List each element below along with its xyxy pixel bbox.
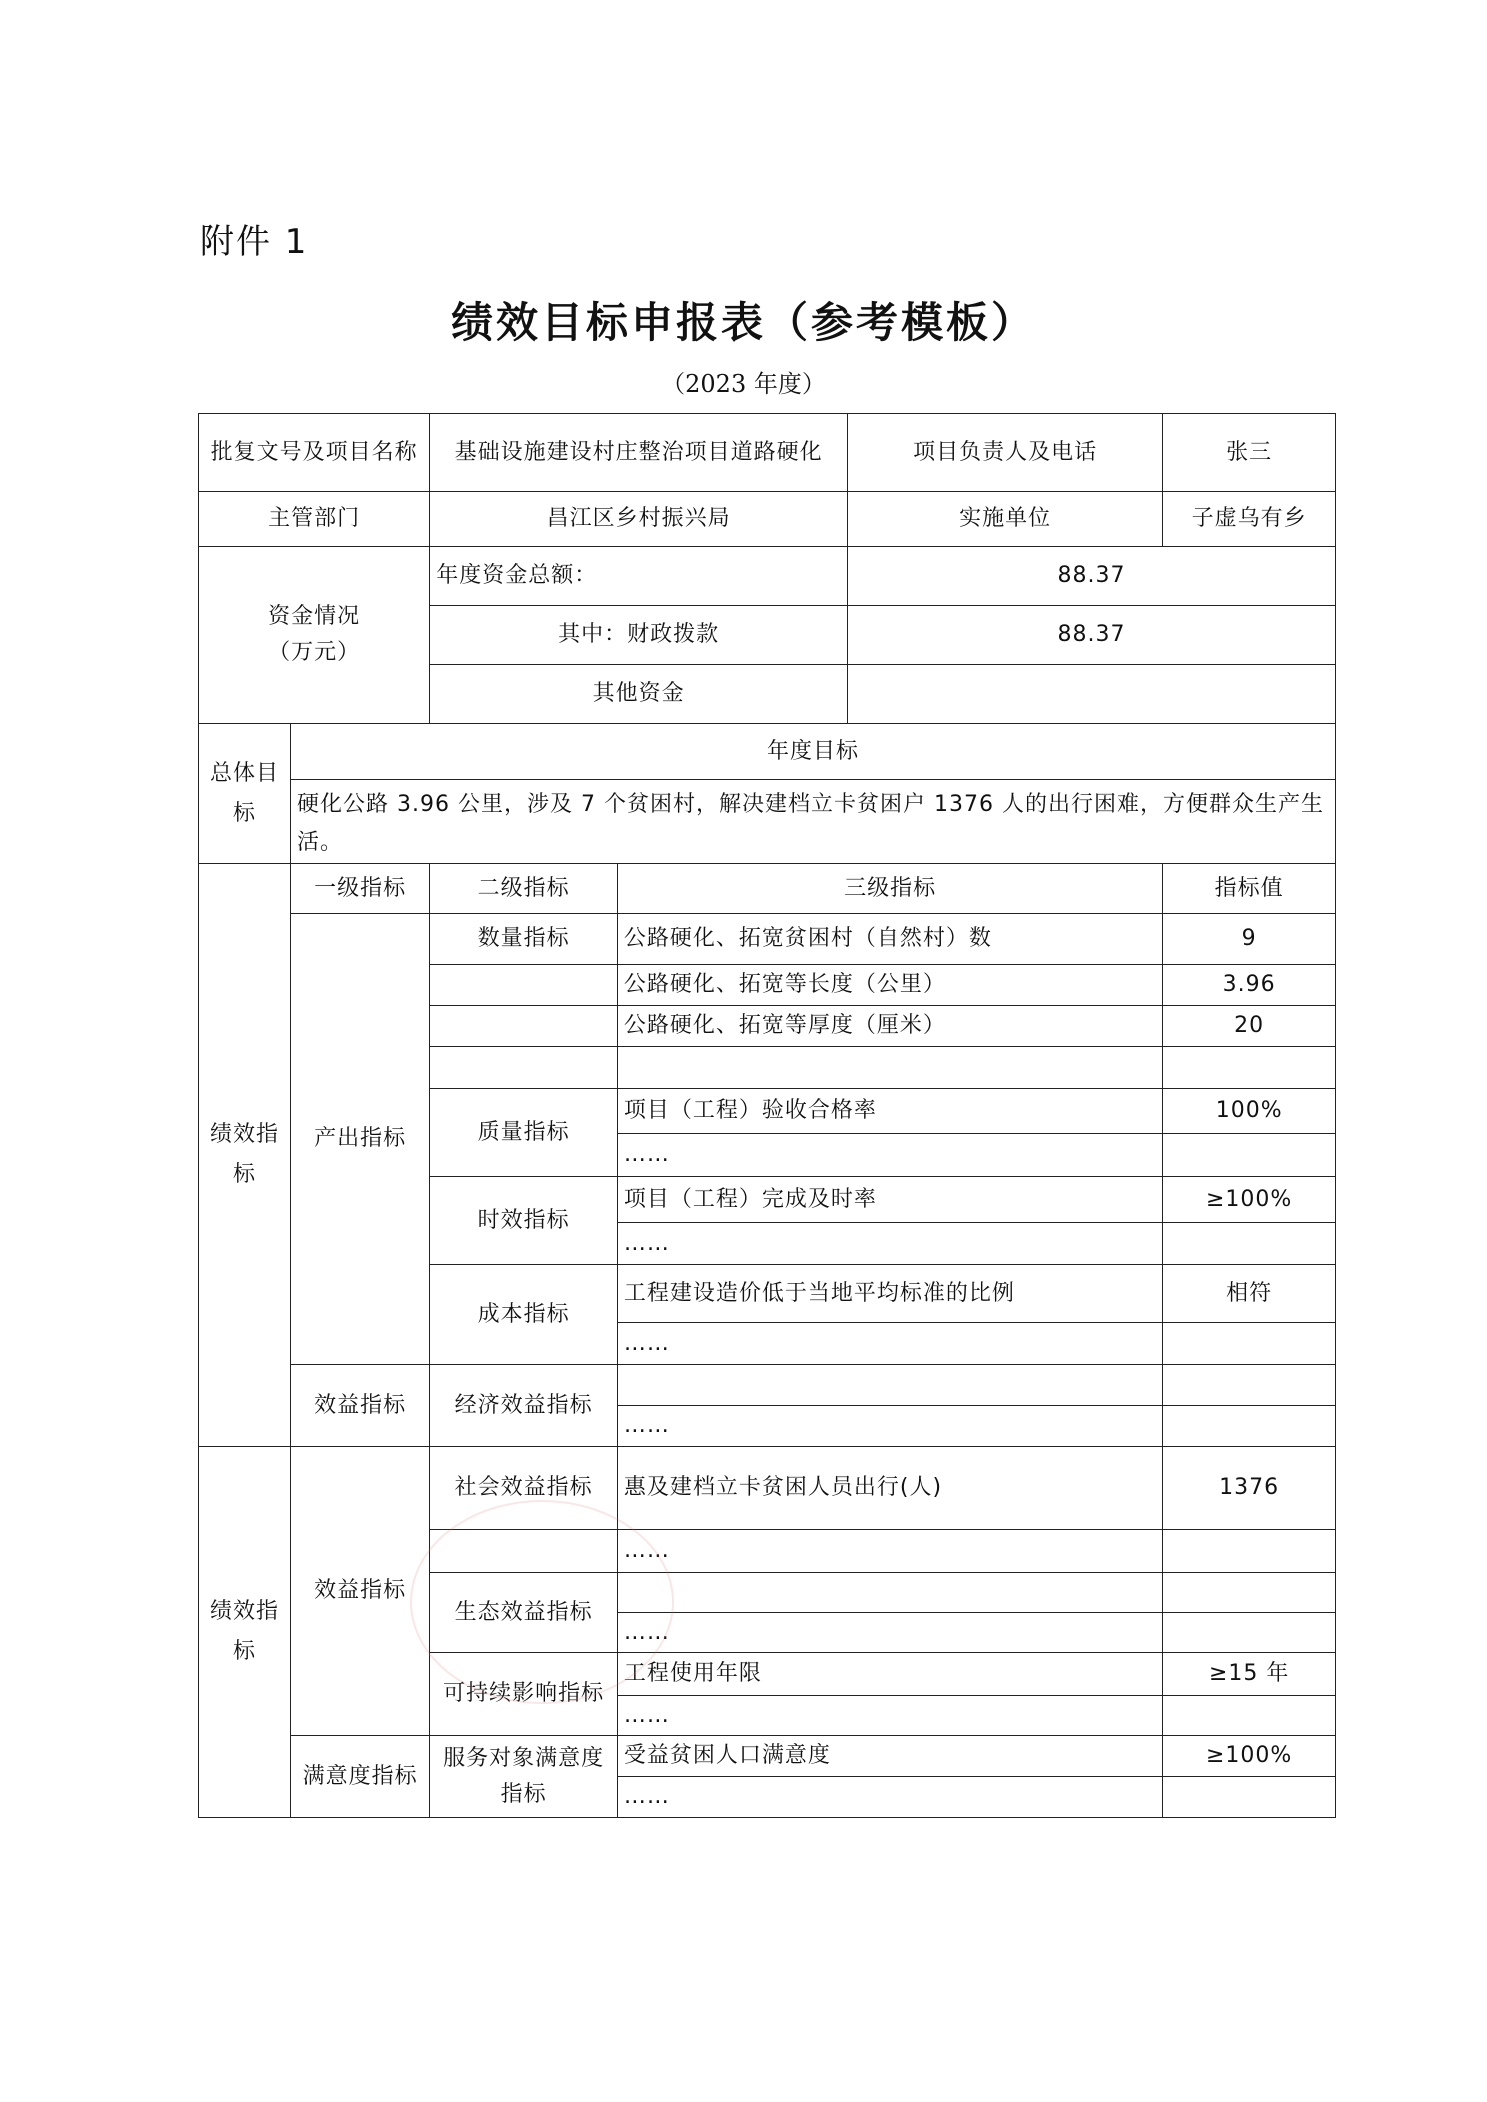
report-year: （2023 年度） [661,370,826,398]
funds-fiscal-value: 88.37 [848,606,1336,665]
page-title: 绩效目标申报表（参考模板） [450,298,1036,347]
indicator-qa1-value: 100% [1163,1089,1336,1134]
ellipsis-ecological: …… [617,1613,1162,1653]
ellipsis-economic: …… [617,1406,1162,1447]
social-indicator: 社会效益指标 [430,1447,618,1530]
ellipsis-cost: …… [617,1323,1162,1365]
ecological-indicator: 生态效益指标 [430,1573,618,1653]
goal-header: 年度目标 [291,724,1336,780]
ellipsis-satisfaction: …… [617,1777,1162,1818]
benefit-indicator-1: 效益指标 [291,1365,430,1447]
funds-label: 资金情况 （万元） [199,547,430,724]
funds-other-label: 其他资金 [430,665,848,724]
attachment-label: 附件 1 [200,222,309,262]
col-level2: 二级指标 [430,864,618,914]
indicator-q1: 公路硬化、拓宽贫困村（自然村）数 [617,914,1162,965]
ellipsis-timeliness: …… [617,1223,1162,1265]
indicator-q1-value: 9 [1163,914,1336,965]
project-name-value: 基础设施建设村庄整治项目道路硬化 [430,414,848,492]
indicator-c1: 工程建设造价低于当地平均标准的比例 [617,1265,1162,1323]
quantity-indicator: 数量指标 [430,914,618,965]
indicator-c1-value: 相符 [1163,1265,1336,1323]
col-level3: 三级指标 [617,864,1162,914]
ellipsis-sustainable: …… [617,1696,1162,1736]
performance-target-table [198,413,1336,1818]
funds-fiscal-label: 其中：财政拨款 [430,606,848,665]
quality-indicator: 质量指标 [430,1089,618,1177]
indicator-t1: 项目（工程）完成及时率 [617,1177,1162,1223]
indicator-q2: 公路硬化、拓宽等长度（公里） [617,965,1162,1006]
project-owner-value: 张三 [1163,414,1336,492]
indicator-su1: 工程使用年限 [617,1653,1162,1696]
ellipsis-social: …… [617,1530,1162,1573]
timeliness-indicator: 时效指标 [430,1177,618,1265]
sustainable-indicator: 可持续影响指标 [430,1653,618,1736]
indicator-t1-value: ≥100% [1163,1177,1336,1223]
goal-side-label: 总体目标 [199,724,291,864]
cost-indicator: 成本指标 [430,1265,618,1365]
indicator-q2-value: 3.96 [1163,965,1336,1006]
indicator-sat1-value: ≥100% [1163,1736,1336,1777]
benefit-indicator-2: 效益指标 [291,1447,430,1736]
indicator-s1-value: 1376 [1163,1447,1336,1530]
satisfaction-indicator: 满意度指标 [291,1736,430,1818]
service-indicator: 服务对象满意度指标 [430,1736,618,1818]
project-owner-label: 项目负责人及电话 [848,414,1163,492]
funds-other-value [848,665,1336,724]
indicator-q3: 公路硬化、拓宽等厚度（厘米） [617,1006,1162,1047]
col-level1: 一级指标 [291,864,430,914]
indicators-side-label-1: 绩效指标 [199,864,291,1447]
indicators-side-label-2: 绩效指标 [199,1447,291,1818]
output-indicator: 产出指标 [291,914,430,1365]
indicator-su1-value: ≥15 年 [1163,1653,1336,1696]
ellipsis-quality: …… [617,1134,1162,1177]
unit-value: 子虚乌有乡 [1163,492,1336,547]
indicator-sat1: 受益贫困人口满意度 [617,1736,1162,1777]
indicator-qa1: 项目（工程）验收合格率 [617,1089,1162,1134]
col-value: 指标值 [1163,864,1336,914]
goal-text: 硬化公路 3.96 公里，涉及 7 个贫困村，解决建档立卡贫困户 1376 人的出行困难，方便群众生产生活。 [291,780,1336,864]
economic-indicator: 经济效益指标 [430,1365,618,1447]
dept-label: 主管部门 [199,492,430,547]
indicator-q3-value: 20 [1163,1006,1336,1047]
dept-value: 昌江区乡村振兴局 [430,492,848,547]
indicator-s1: 惠及建档立卡贫困人员出行(人) [617,1447,1162,1530]
unit-label: 实施单位 [848,492,1163,547]
funds-total-label: 年度资金总额： [430,547,848,606]
project-name-label: 批复文号及项目名称 [199,414,430,492]
funds-total-value: 88.37 [848,547,1336,606]
